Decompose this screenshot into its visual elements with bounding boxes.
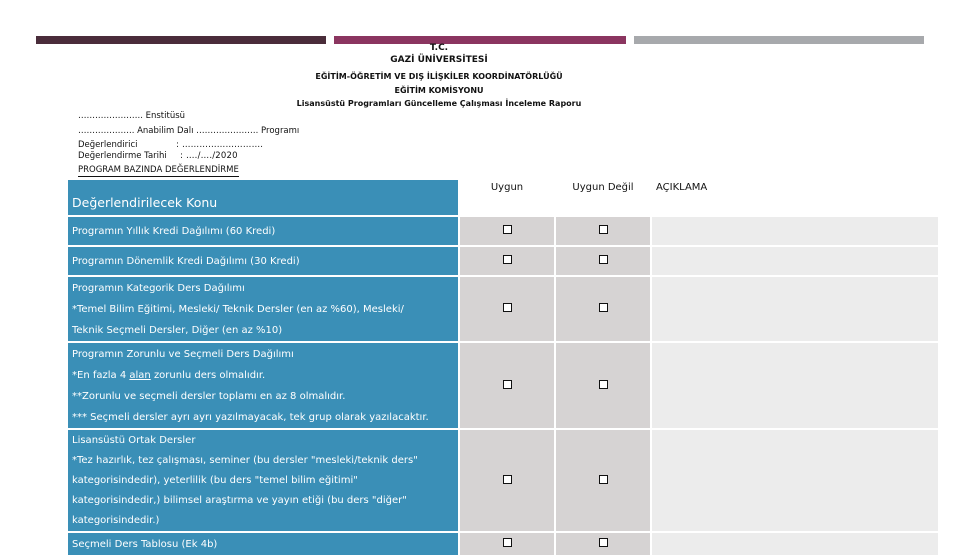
row-topic: Seçmeli Ders Tablosu (Ek 4b) xyxy=(67,532,459,556)
table-row xyxy=(67,532,939,556)
uygun-degil-cell xyxy=(555,429,651,532)
date-label: Değerlendirme Tarihi xyxy=(78,151,167,161)
uygun-checkbox[interactable] xyxy=(503,380,512,389)
row-topic xyxy=(67,342,459,429)
row-topic-line: kategorisindedir,) bilimsel araştırma ve yayın etiği (bu ders "diğer" xyxy=(72,495,407,506)
evaluator-line xyxy=(78,140,263,151)
row-topic-line: *** Seçmeli dersler ayrı ayrı yazılmayacak, tek grup olarak yazılacaktır. xyxy=(72,412,429,423)
aciklama-cell[interactable] xyxy=(651,246,939,276)
uygun-degil-cell xyxy=(555,276,651,342)
uygun-degil-checkbox[interactable] xyxy=(599,255,608,264)
evaluator-value: : ………………………. xyxy=(176,140,264,150)
header-uygun-degil: Uygun Değil xyxy=(555,179,651,216)
row-topic xyxy=(67,429,459,532)
uygun-cell xyxy=(459,246,555,276)
header-topic: Değerlendirilecek Konu xyxy=(67,179,459,216)
uygun-cell xyxy=(459,342,555,429)
evaluator-label: Değerlendirici xyxy=(78,140,138,150)
header-university: GAZİ ÜNİVERSİTESİ xyxy=(390,55,488,65)
header-report-title: Lisansüstü Programları Güncelleme Çalışması İnceleme Raporu xyxy=(296,99,582,108)
uygun-cell xyxy=(459,429,555,532)
uygun-degil-cell xyxy=(555,532,651,556)
uygun-degil-cell xyxy=(555,216,651,246)
row-topic-line: **Zorunlu ve seçmeli dersler toplamı en az 8 olmalıdır. xyxy=(72,391,346,402)
uygun-degil-cell xyxy=(555,246,651,276)
row-topic-line: Teknik Seçmeli Dersler, Diğer (en az %10) xyxy=(72,325,283,336)
uygun-checkbox[interactable] xyxy=(503,303,512,312)
uygun-degil-checkbox[interactable] xyxy=(599,225,608,234)
department-line: ……………….. Anabilim Dalı …………………. Programı xyxy=(78,126,300,136)
header-aciklama: AÇIKLAMA xyxy=(651,179,939,216)
row-topic xyxy=(67,276,459,342)
uygun-checkbox[interactable] xyxy=(503,475,512,484)
uygun-degil-checkbox[interactable] xyxy=(599,538,608,547)
row-topic: Programın Yıllık Kredi Dağılımı (60 Kredi) xyxy=(67,216,459,246)
table-row xyxy=(67,429,939,532)
uygun-cell xyxy=(459,216,555,246)
row-topic-line: kategorisindedir), yeterlilik (bu ders "temel bilim eğitimi" xyxy=(72,475,358,486)
row-topic-line: Programın Zorunlu ve Seçmeli Ders Dağılımı xyxy=(72,349,294,360)
aciklama-cell[interactable] xyxy=(651,216,939,246)
table-header-row xyxy=(67,179,939,216)
row-topic-line: kategorisindedir.) xyxy=(72,515,160,526)
uygun-cell xyxy=(459,276,555,342)
uygun-cell xyxy=(459,532,555,556)
table-row xyxy=(67,342,939,429)
row-topic-line: *En fazla 4 alan zorunlu ders olmalıdır. xyxy=(72,370,266,381)
evaluation-table xyxy=(66,178,940,557)
table-row xyxy=(67,276,939,342)
uygun-degil-checkbox[interactable] xyxy=(599,380,608,389)
header-tc: T.C. xyxy=(429,43,449,53)
table-row xyxy=(67,216,939,246)
date-line xyxy=(78,151,238,162)
row-topic-line: *Tez hazırlık, tez çalışması, seminer (bu dersler "mesleki/teknik ders" xyxy=(72,455,418,466)
aciklama-cell[interactable] xyxy=(651,429,939,532)
table-row xyxy=(67,246,939,276)
uygun-checkbox[interactable] xyxy=(503,225,512,234)
uygun-checkbox[interactable] xyxy=(503,538,512,547)
aciklama-cell[interactable] xyxy=(651,276,939,342)
uygun-degil-checkbox[interactable] xyxy=(599,475,608,484)
row-topic-line: Programın Kategorik Ders Dağılımı xyxy=(72,283,245,294)
header-coordinatorship: EĞİTİM-ÖĞRETİM VE DIŞ İLİŞKİLER KOORDİNATÖRLÜĞÜ xyxy=(315,72,563,81)
program-based-heading: PROGRAM BAZINDA DEĞERLENDİRME xyxy=(78,165,239,175)
row-topic: Programın Dönemlik Kredi Dağılımı (30 Kredi) xyxy=(67,246,459,276)
date-value: : …./…./2020 xyxy=(180,151,238,161)
header-uygun: Uygun xyxy=(459,179,555,216)
row-topic-line: Lisansüstü Ortak Dersler xyxy=(72,435,196,446)
header-commission: EĞİTİM KOMİSYONU xyxy=(394,86,484,95)
uygun-degil-checkbox[interactable] xyxy=(599,303,608,312)
uygun-degil-cell xyxy=(555,342,651,429)
row-topic-line: *Temel Bilim Eğitimi, Mesleki/ Teknik Dersler (en az %60), Mesleki/ xyxy=(72,304,404,315)
institute-line: ………………….. Enstitüsü xyxy=(78,111,186,121)
aciklama-cell[interactable] xyxy=(651,532,939,556)
uygun-checkbox[interactable] xyxy=(503,255,512,264)
aciklama-cell[interactable] xyxy=(651,342,939,429)
